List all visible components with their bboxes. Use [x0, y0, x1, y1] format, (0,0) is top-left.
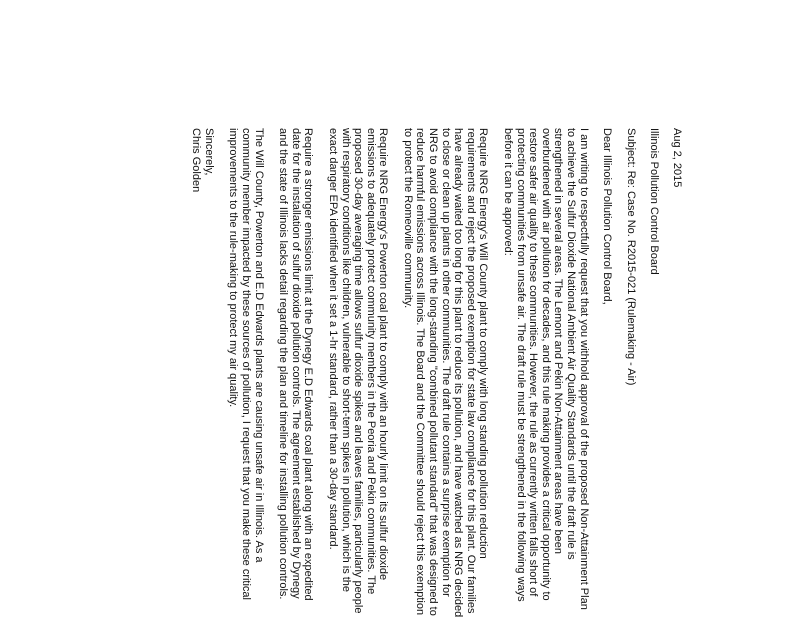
letter-subject: Subject: Re: Case No. R2015-021 (Rulemaking - Air)	[624, 128, 637, 386]
letter-closing: Sincerely,	[202, 128, 215, 176]
letter-greeting: Dear Illinois Pollution Control Board,	[601, 128, 614, 305]
letter-date: Aug 2, 2015	[671, 128, 683, 188]
letter-paragraph: Require a stronger emissions limit at the Dynegy E.D Edwards coal plant along with an expedited date for the installation of sulfur dioxide pollution controls. The agreement established by Dynegy and the state of Illinois lacks detail regarding the plan and timeline for installing pollution controls.	[277, 128, 315, 601]
letter-closing-block	[190, 128, 215, 618]
letter-recipient: Illinois Pollution Control Board	[648, 128, 661, 275]
letter-paragraph: The Will County, Powerton and E.D Edwards plants are causing unsafe air in Illinois. As a community member impacted by these sources of pollution, I request that you make these critical improvements to the rule-making to protect my air quality.	[227, 128, 265, 600]
letter-paragraph: Require NRG Energy's Will County plant to comply with long standing pollution reduction requirements and reject the proposed exemption for state law compliance for this plant. Our families have already waited too long for this plant to reduce its pollution, and have watched as NRG decided to close or clean up plants in other communities. The draft rule contains a surprise exemption for NRG to avoid compliance with the long-standing "combined pollutant standard" that was designed to reduce harmful emissions across Illinois. The Board and the Committee should reject this exemption to protect the Romeoville community.	[401, 128, 490, 618]
letter-signature: Chris Golden	[190, 128, 203, 193]
letter-paragraph: Require NRG Energy's Powerton coal plant to comply with an hourly limit on its sulfur dioxide emissions to adequately protect community members in the Peoria and Pekin communities. The proposed 30-day averaging time allows sulfur dioxide spikes and leaves families, particularly people with respiratory conditions like children, vulnerable to short-term spikes in pollution, which is the exact danger EPA identified when it set a 1-hr standard, rather than a 30-day standard.	[326, 128, 390, 614]
letter-paragraph: I am writing to respectfully request that you withhold approval of the proposed Non-Attainment Plan to achieve the Sulfur Dioxide National Ambient Air Quality Standards until the draft rule is strengthened in several areas. The Lemont and Pekin Non-Attainment areas have been overburdened with air pollution for decades, and this rule making provides a critical opportunity to restore safer air quality to these communities. However, the rule as currently written falls short of protecting communities from unsafe air. The draft rule must be strengthened in the following ways before it can be approved:	[502, 128, 590, 610]
letter-body	[190, 128, 683, 618]
